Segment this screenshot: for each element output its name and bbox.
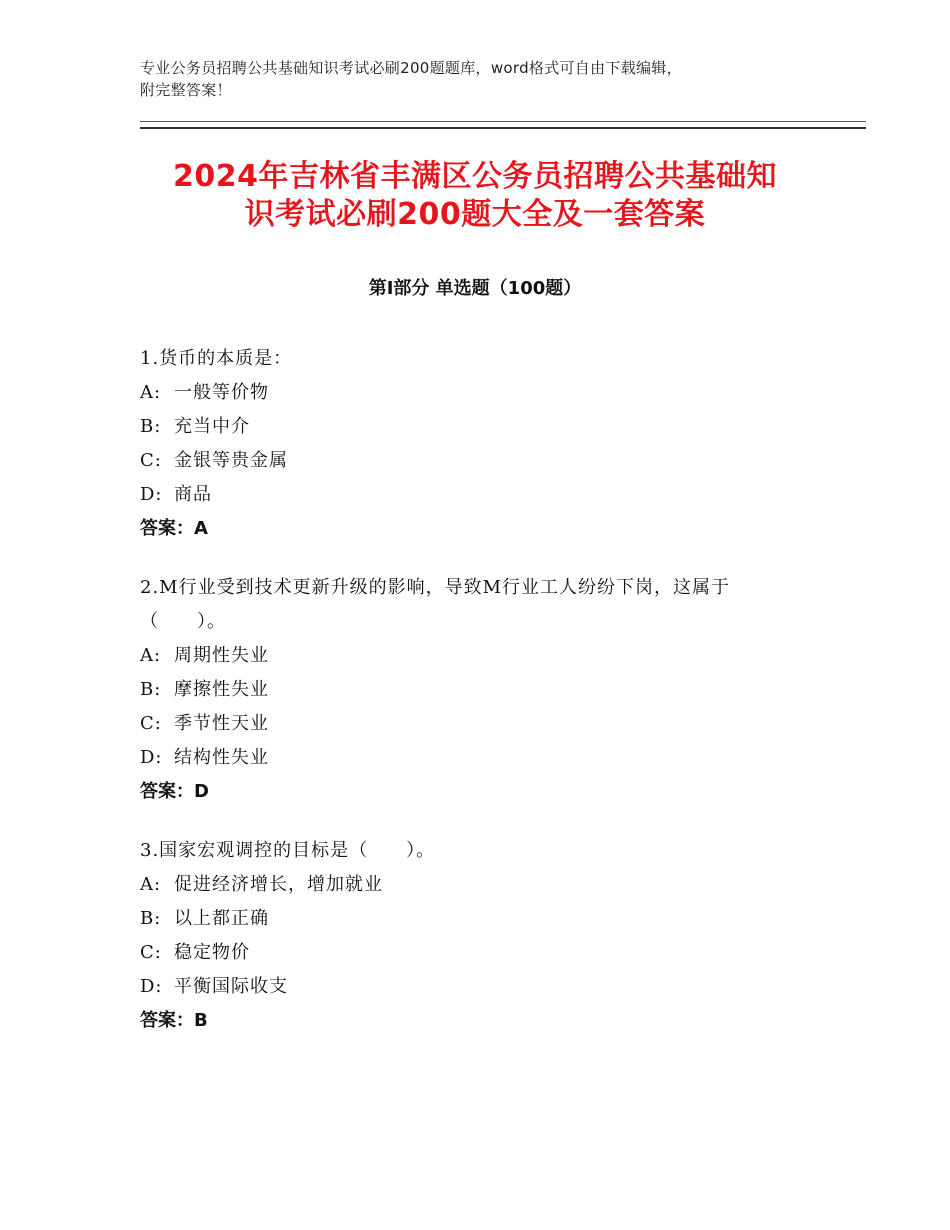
header-note-line1: 专业公务员招聘公共基础知识考试必刷200题题库，word格式可自由下载编辑， bbox=[140, 59, 682, 77]
option-c bbox=[140, 707, 820, 741]
question-stem: 3.国家宏观调控的目标是（ ）。 bbox=[140, 840, 436, 861]
section-title: 第Ⅰ部分 单选题（100题） bbox=[368, 278, 582, 299]
option-letter: D: bbox=[140, 484, 163, 505]
header-note bbox=[140, 57, 820, 101]
question-3 bbox=[140, 834, 820, 1038]
option-b bbox=[140, 902, 820, 936]
option-c bbox=[140, 444, 820, 478]
option-text: 摩擦性失业 bbox=[174, 679, 269, 700]
option-text: 商品 bbox=[174, 484, 212, 505]
document-title bbox=[120, 158, 830, 234]
answer-line: 答案：D bbox=[140, 781, 209, 802]
option-letter: A: bbox=[140, 645, 162, 666]
option-letter: C: bbox=[140, 942, 162, 963]
option-a bbox=[140, 868, 820, 902]
option-a bbox=[140, 639, 820, 673]
answer-line: 答案：B bbox=[140, 1010, 208, 1031]
option-d bbox=[140, 741, 820, 775]
option-text: 平衡国际收支 bbox=[174, 976, 288, 997]
option-letter: B: bbox=[140, 908, 162, 929]
question-stem-continued: （ ）。 bbox=[140, 611, 226, 632]
option-letter: D: bbox=[140, 976, 163, 997]
question-list bbox=[140, 342, 820, 1063]
document-title-line1: 2024年吉林省丰满区公务员招聘公共基础知 bbox=[173, 159, 777, 194]
option-text: 季节性天业 bbox=[174, 713, 269, 734]
option-d bbox=[140, 970, 820, 1004]
document-title-line2: 识考试必刷200题大全及一套答案 bbox=[244, 197, 706, 232]
option-a bbox=[140, 376, 820, 410]
option-letter: A: bbox=[140, 874, 162, 895]
header-note-line2: 附完整答案！ bbox=[140, 81, 232, 99]
option-text: 结构性失业 bbox=[174, 747, 269, 768]
option-text: 充当中介 bbox=[174, 416, 250, 437]
option-text: 金银等贵金属 bbox=[174, 450, 288, 471]
answer-line: 答案：A bbox=[140, 518, 208, 539]
question-stem: 1.货币的本质是： bbox=[140, 348, 293, 369]
option-text: 促进经济增长，增加就业 bbox=[174, 874, 383, 895]
option-text: 一般等价物 bbox=[174, 382, 269, 403]
option-letter: C: bbox=[140, 450, 162, 471]
question-stem: 2.M行业受到技术更新升级的影响，导致M行业工人纷纷下岗，这属于 bbox=[140, 577, 731, 598]
option-letter: D: bbox=[140, 747, 163, 768]
option-b bbox=[140, 410, 820, 444]
question-1 bbox=[140, 342, 820, 546]
option-letter: B: bbox=[140, 416, 162, 437]
question-2 bbox=[140, 571, 820, 809]
option-c bbox=[140, 936, 820, 970]
header-divider bbox=[140, 121, 866, 129]
option-text: 周期性失业 bbox=[174, 645, 269, 666]
option-letter: B: bbox=[140, 679, 162, 700]
option-text: 稳定物价 bbox=[174, 942, 250, 963]
option-text: 以上都正确 bbox=[174, 908, 269, 929]
option-d bbox=[140, 478, 820, 512]
option-b bbox=[140, 673, 820, 707]
option-letter: A: bbox=[140, 382, 162, 403]
option-letter: C: bbox=[140, 713, 162, 734]
